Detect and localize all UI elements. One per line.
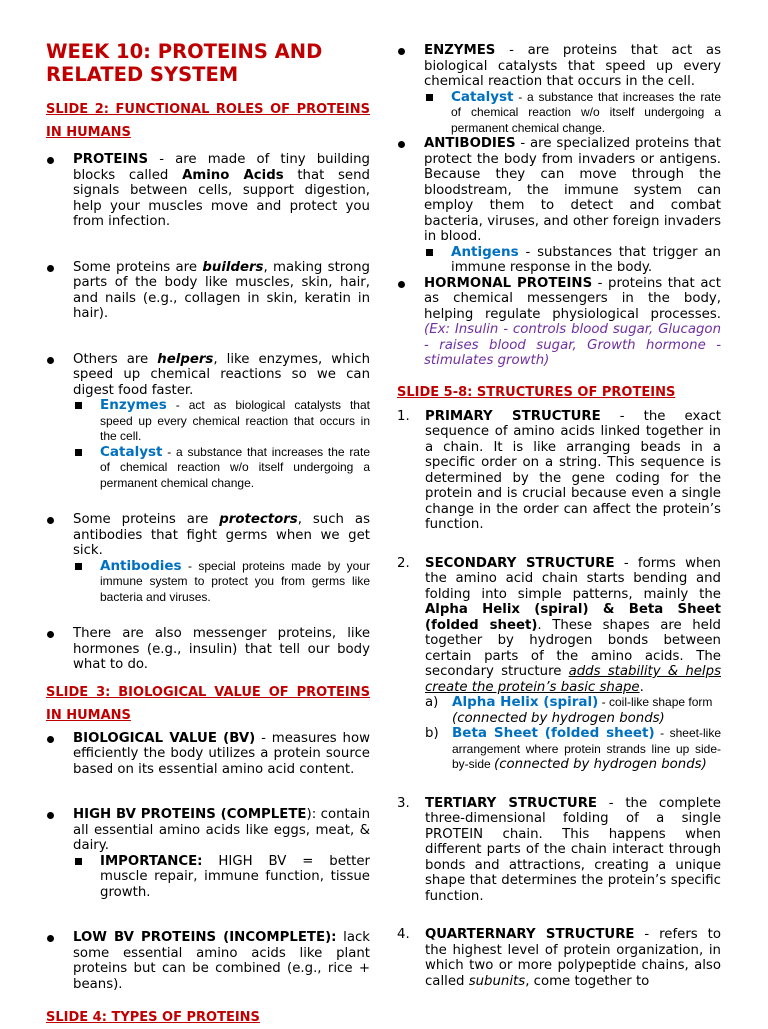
text: Some proteins are xyxy=(73,512,220,527)
bullet-icon xyxy=(398,281,405,288)
sub-item-antigens xyxy=(424,245,721,276)
text: - the exact sequence of amino acids linked together in a chain. It is like arranging beads in a specific order on a string. This sequence is determined by the gene coding for the protein and is crucial because even a single change in the order can affect the protein’s function. xyxy=(425,408,721,532)
text: ): contain all essential amino acids like eggs, meat, & dairy. xyxy=(73,807,370,853)
text: - forms when the amino acid chain starts bending and folding into simple patterns, mainly the xyxy=(425,555,721,602)
text: There are also messenger proteins, like hormones (e.g., insulin) that tell our body what to do. xyxy=(73,626,370,672)
sub-item-antibodies xyxy=(73,559,370,606)
term-quaternary: QUARTERNARY STRUCTURE xyxy=(425,927,635,942)
term-amino-acids: Amino Acids xyxy=(182,167,284,183)
term-importance: IMPORTANCE: xyxy=(100,853,203,869)
text: - coil-like shape form xyxy=(598,695,713,709)
right-column xyxy=(397,43,721,989)
slide58-heading: SLIDE 5-8: STRUCTURES OF PROTEINS xyxy=(397,384,676,400)
list-item-enzymes xyxy=(397,43,721,136)
list-number: 1. xyxy=(397,408,410,424)
left-column xyxy=(46,40,370,1029)
list-number: 2. xyxy=(397,555,410,571)
text: . xyxy=(639,679,644,695)
term-antigens: Antigens xyxy=(451,243,519,260)
sub-item-importance xyxy=(73,854,370,901)
term-proteins: PROTEINS xyxy=(73,152,149,167)
text: - substances that trigger an immune response in the body. xyxy=(451,244,721,275)
sub-item-alpha xyxy=(425,695,721,726)
term-antibodies: ANTIBODIES xyxy=(424,136,516,151)
biological-value-list xyxy=(46,731,370,993)
term-helix-sheet: Alpha Helix (spiral) & Beta Sheet (folded sheet) xyxy=(425,602,721,633)
square-bullet-icon xyxy=(75,563,82,570)
term-high-bv: HIGH BV PROTEINS (COMPLETE xyxy=(73,807,307,822)
term-subunits: subunits xyxy=(468,973,526,989)
structure-secondary xyxy=(397,556,721,773)
term-antibodies: Antibodies xyxy=(100,557,182,574)
list-item-protectors xyxy=(46,512,370,605)
text: - sheet-like arrangement where protein strands line up side-by-side xyxy=(452,726,721,771)
text: . These shapes are held together by hydrogen bonds between certain parts of the amino acids. The secondary structure xyxy=(425,617,721,679)
list-letter: b) xyxy=(425,726,439,741)
hormonal-example: (Ex: Insulin - controls blood sugar, Glucagon - raises blood sugar, Growth hormone - stimulates growth) xyxy=(424,322,721,368)
list-item-hormonal xyxy=(397,276,721,369)
bullet-icon xyxy=(47,357,54,364)
term-beta-sheet: Beta Sheet (folded sheet) xyxy=(452,725,655,741)
slide4-heading: SLIDE 4: TYPES OF PROTEINS xyxy=(46,1010,260,1025)
list-number: 3. xyxy=(397,795,410,811)
text: - the complete three-dimensional folding of a single PROTEIN chain. This happens when different parts of the chain interact through bonds and attractions, creating a unique shape that determines the protein’s specific function. xyxy=(425,795,721,904)
text: - are made of tiny building blocks called xyxy=(73,152,370,183)
term-bv: BIOLOGICAL VALUE (BV) xyxy=(73,730,256,746)
list-item-helpers xyxy=(46,352,370,492)
text: Some proteins are xyxy=(73,259,203,275)
square-bullet-icon xyxy=(426,249,433,256)
sub-item-catalyst xyxy=(424,90,721,137)
list-item-builders xyxy=(46,260,370,322)
term-hormonal: HORMONAL PROTEINS xyxy=(424,275,593,291)
term-catalyst: Catalyst xyxy=(100,443,163,460)
term-alpha-helix: Alpha Helix (spiral) xyxy=(452,694,599,710)
text: , like enzymes, which speed up chemical reactions so we can digest food faster. xyxy=(73,351,371,398)
bullet-icon xyxy=(398,141,405,148)
structures-list xyxy=(397,409,721,990)
list-item-antibodies xyxy=(397,136,721,276)
text: - proteins that act as chemical messengers in the body, helping regulate physiological processes. xyxy=(424,275,721,322)
term-builders: builders xyxy=(202,259,264,275)
sub-item-beta xyxy=(425,726,721,773)
square-bullet-icon xyxy=(426,94,433,101)
square-bullet-icon xyxy=(75,449,82,456)
term-enzymes: ENZYMES xyxy=(424,43,496,58)
bullet-icon xyxy=(398,48,405,55)
bullet-icon xyxy=(47,265,54,272)
text: , such as antibodies that fight germs when we get sick. xyxy=(73,512,370,558)
text: - a substance that increases the rate of chemical reaction w/o itself undergoing a permanent chemical change. xyxy=(451,89,721,135)
text: that send signals between cells, support digestion, help your muscles move and protect you from infection. xyxy=(73,167,370,229)
text: lack some essential amino acids like plant proteins but can be combined (e.g., rice + beans). xyxy=(73,930,370,992)
text: , making strong parts of the body like muscles, skin, hair, and nails (e.g., collagen in skin, keratin in hair). xyxy=(73,259,370,321)
structure-quaternary xyxy=(397,927,721,989)
sub-item-catalyst xyxy=(73,445,370,492)
text: - are specialized proteins that protect the body from invaders or antigens. Because they can move through the bloodstream, the immune system can employ them to detect and combat bacteria, viruses, and other foreign invaders in blood. xyxy=(424,136,721,244)
term-catalyst: Catalyst xyxy=(451,88,514,105)
term-low-bv: LOW BV PROTEINS (INCOMPLETE): xyxy=(73,930,337,945)
list-item-messenger xyxy=(46,626,370,673)
list-letter: a) xyxy=(425,695,439,710)
text: HIGH BV = better muscle repair, immune function, tissue growth. xyxy=(100,853,370,900)
bullet-icon xyxy=(47,736,54,743)
term-helpers: helpers xyxy=(157,351,214,367)
functional-roles-list xyxy=(46,152,370,673)
bullet-icon xyxy=(47,812,54,819)
list-item-proteins xyxy=(46,152,370,230)
bullet-icon xyxy=(47,157,54,164)
list-item-bv xyxy=(46,731,370,778)
text: - refers to the highest level of protein organization, in which two or more polypeptide chains, also called xyxy=(425,927,721,989)
text: - special proteins made by your immune system to protect you from germs like bacteria and viruses. xyxy=(100,558,370,604)
alpha-note: (connected by hydrogen bonds) xyxy=(452,710,665,726)
text: - are proteins that act as biological catalysts that speed up every chemical reaction that occurs in the cell. xyxy=(424,43,721,89)
term-enzymes: Enzymes xyxy=(100,397,167,413)
text: - act as biological catalysts that speed up every chemical reaction that occurs in the cell. xyxy=(100,398,370,443)
term-protectors: protectors xyxy=(219,512,298,527)
list-number: 4. xyxy=(397,927,410,942)
list-item-low-bv xyxy=(46,930,370,992)
beta-note: (connected by hydrogen bonds) xyxy=(494,757,707,772)
slide3-heading: SLIDE 3: BIOLOGICAL VALUE OF PROTEINS IN HUMANS xyxy=(46,684,370,723)
term-tertiary: TERTIARY STRUCTURE xyxy=(425,795,598,811)
text: - a substance that increases the rate of chemical reaction w/o itself undergoing a permanent chemical change. xyxy=(100,444,370,490)
term-secondary: SECONDARY STRUCTURE xyxy=(425,555,615,571)
secondary-emphasis: adds stability & helps create the protein’s basic shape xyxy=(425,664,721,695)
bullet-icon xyxy=(47,631,54,638)
text: - measures how efficiently the body utilizes a protein source based on its essential amino acid content. xyxy=(73,730,370,777)
slide2-heading: SLIDE 2: FUNCTIONAL ROLES OF PROTEINS IN HUMANS xyxy=(46,102,370,140)
bullet-icon xyxy=(47,517,54,524)
protein-types-list xyxy=(397,43,721,369)
structure-primary xyxy=(397,409,721,533)
structure-tertiary xyxy=(397,796,721,905)
text: Others are xyxy=(73,351,158,367)
page-title: WEEK 10: PROTEINS AND RELATED SYSTEM xyxy=(46,40,323,86)
square-bullet-icon xyxy=(75,402,82,409)
bullet-icon xyxy=(47,935,54,942)
text: , come together to xyxy=(525,973,650,989)
term-primary: PRIMARY STRUCTURE xyxy=(425,408,601,424)
list-item-high-bv xyxy=(46,807,370,900)
square-bullet-icon xyxy=(75,858,82,865)
sub-item-enzymes xyxy=(73,398,370,445)
